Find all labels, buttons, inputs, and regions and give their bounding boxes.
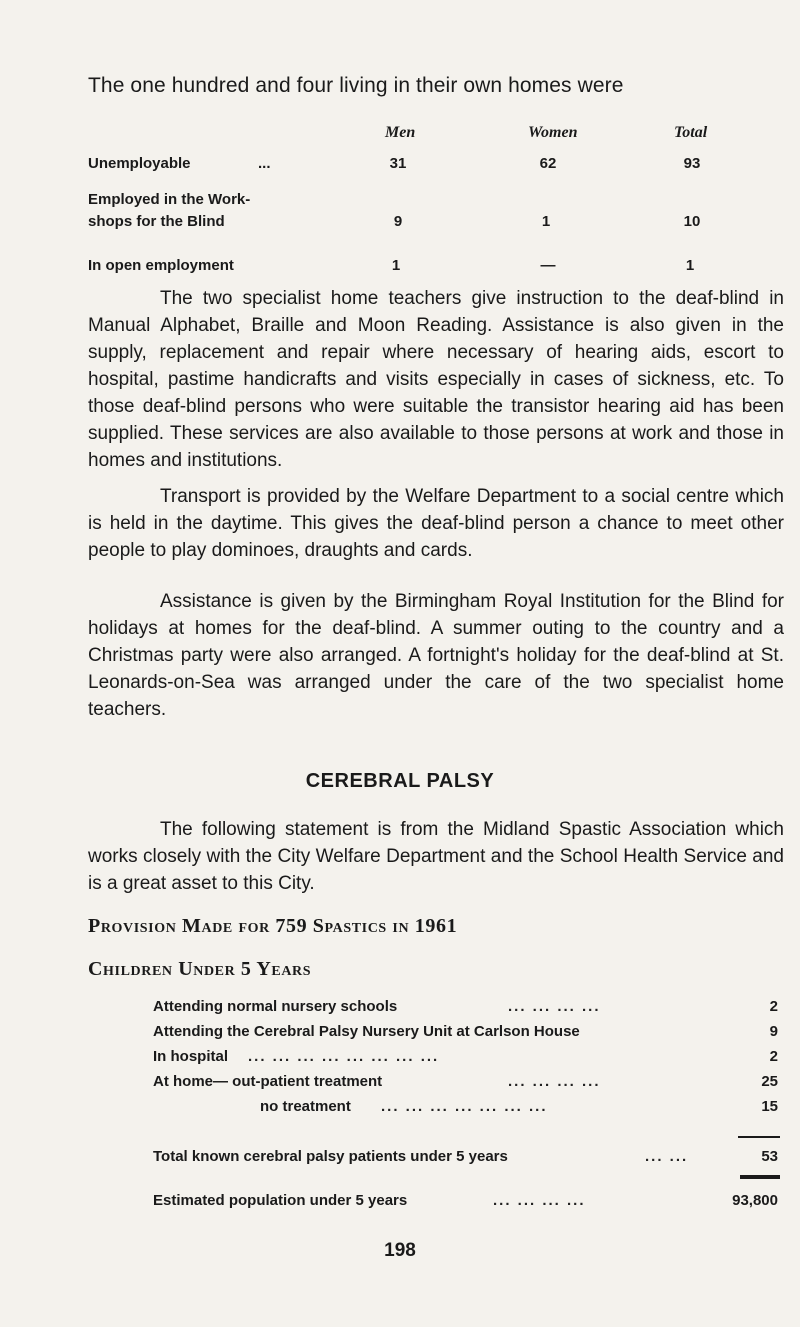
item-label: Attending normal nursery schools <box>153 998 398 1015</box>
row-unemployable-total: 93 <box>683 155 701 172</box>
item-value: 9 <box>769 1023 778 1040</box>
item-dots: ... ... ... ... ... ... ... <box>381 1098 548 1115</box>
item-value: 2 <box>769 998 778 1015</box>
row-open-employment-total: 1 <box>685 257 695 274</box>
item-label: In hospital <box>153 1048 228 1065</box>
total-dots: ... ... <box>645 1148 689 1165</box>
row-workshops-women: 1 <box>541 213 551 230</box>
row-open-employment-men: 1 <box>391 257 401 274</box>
paragraph-midland-statement: The following statement is from the Midland Spastic Association which works closely with the City Welfare Department and the School Health Service and is a great asset to this City. <box>88 819 784 894</box>
item-label: Attending the Cerebral Palsy Nursery Unit at Carlson House <box>153 1023 580 1040</box>
list-item <box>153 998 778 1018</box>
item-value: 15 <box>761 1098 778 1115</box>
item-dots: ... ... ... ... <box>508 998 601 1015</box>
subtotal-rule <box>738 1136 780 1138</box>
paragraph-transport: Transport is provided by the Welfare Department to a social centre which is held in the daytime. This gives the deaf-blind person a chance to meet other people to play dominoes, draughts and cards. <box>88 486 784 561</box>
row-open-employment-label: In open employment <box>88 257 234 274</box>
estimate-label: Estimated population under 5 years <box>153 1192 408 1209</box>
item-label: no treatment <box>260 1098 351 1115</box>
row-workshops-label-line2: shops for the Blind <box>88 213 225 230</box>
row-unemployable-dots: ... <box>258 155 271 172</box>
header-women: Women <box>528 124 578 141</box>
header-total: Total <box>674 124 708 141</box>
total-label: Total known cerebral palsy patients under 5 years <box>153 1148 508 1165</box>
row-unemployable-women: 62 <box>539 155 557 172</box>
estimate-dots: ... ... ... ... <box>493 1192 586 1209</box>
section-heading-cerebral-palsy: CEREBRAL PALSY <box>305 770 495 792</box>
item-value: 2 <box>769 1048 778 1065</box>
paragraph-assistance: Assistance is given by the Birmingham Royal Institution for the Blind for holidays at homes for the deaf-blind. A summer outing to the country and a Christmas party were also arranged. A fortnight's holiday for the deaf-blind at St. Leonards-on-Sea was arranged under the care of the two specialist home teachers. <box>88 591 784 720</box>
intro-sentence: The one hundred and four living in their own homes were <box>88 74 624 97</box>
paragraph-home-teachers: The two specialist home teachers give instruction to the deaf-blind in Manual Alphabet, Braille and Moon Reading. Assistance is also given in the supply, replacement and repair where necessary of hearing aids, escort to hospital, pastime handicrafts and visits especially in cases of sickness, etc. To those deaf-blind persons who were suitable the transistor hearing aid has been supplied. These services are also available to those persons at work and those in homes and institutions. <box>88 288 784 471</box>
total-value: 53 <box>761 1148 778 1165</box>
page-number: 198 <box>384 1240 416 1261</box>
row-workshops-total: 10 <box>683 213 701 230</box>
total-row <box>153 1148 778 1168</box>
estimate-row <box>153 1192 778 1212</box>
row-workshops-men: 9 <box>393 213 403 230</box>
item-dots: ... ... ... ... <box>508 1073 601 1090</box>
list-item <box>153 1048 778 1068</box>
provision-heading: Provision Made for 759 Spastics in 1961 <box>88 915 458 937</box>
children-heading: Children Under 5 Years <box>88 958 312 980</box>
item-dots: ... ... ... ... ... ... ... ... <box>248 1048 440 1065</box>
estimate-value: 93,800 <box>732 1192 778 1209</box>
row-unemployable-men: 31 <box>389 155 407 172</box>
header-men: Men <box>385 124 416 141</box>
list-item <box>153 1023 778 1043</box>
list-item <box>153 1098 778 1118</box>
list-item <box>153 1073 778 1093</box>
row-workshops-label-line1: Employed in the Work- <box>88 191 251 208</box>
total-rule <box>740 1175 780 1179</box>
row-open-employment-women: — <box>540 257 556 274</box>
row-unemployable-label: Unemployable <box>88 155 191 172</box>
item-label: At home— out-patient treatment <box>153 1073 383 1090</box>
item-value: 25 <box>761 1073 778 1090</box>
